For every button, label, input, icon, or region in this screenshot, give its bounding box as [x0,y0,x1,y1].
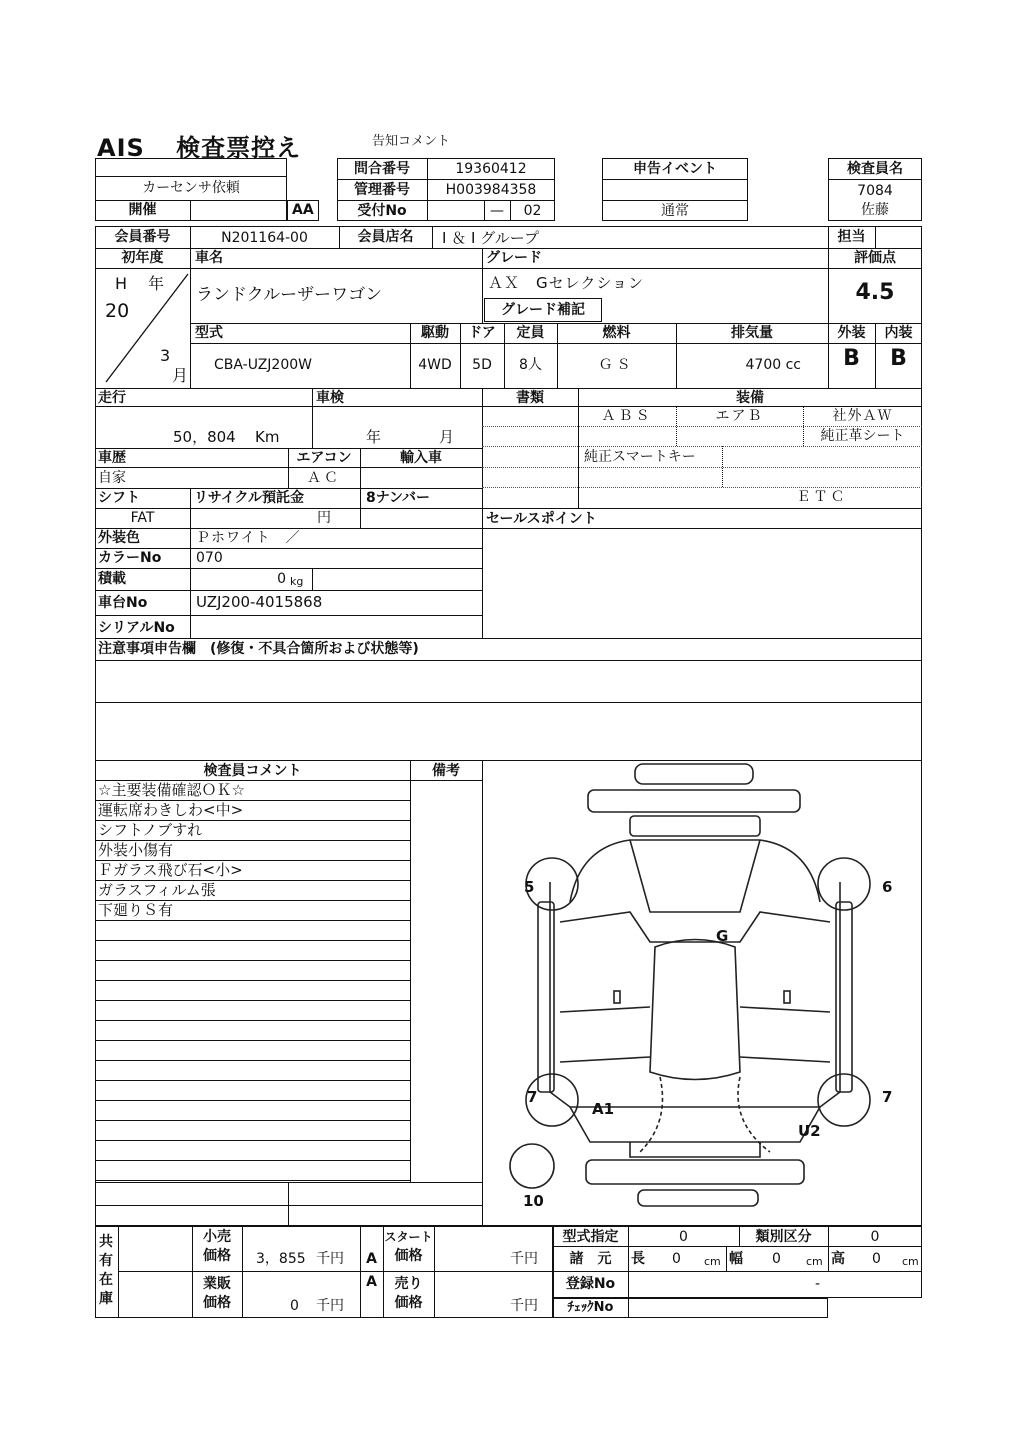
notes-label: 注意事項申告欄 (修復・不具合箇所および状態等) [98,641,419,657]
era: H [115,274,128,293]
grade-label: グレード [486,250,542,266]
first-year: 20 [105,300,130,322]
color-no-label: カラーNo [98,550,162,566]
manage-no-label: 管理番号 [354,182,410,198]
comment-line: ガラスフィルム張 [98,881,216,899]
capacity: 8人 [519,357,542,373]
reg-no: - [815,1276,821,1292]
start-unit: 千円 [510,1251,538,1267]
notice-label: 告知コメント [372,134,451,149]
height-label: 高 [831,1251,845,1267]
history: 自家 [98,470,126,486]
diagram-mark-a1: A1 [592,1100,615,1118]
year-unit: 年 [148,274,165,293]
eight-number-label: 8ナンバー [366,490,431,506]
comment-rule [95,1160,410,1161]
aircon: ＡＣ [307,470,341,486]
model: CBA-UZJ200W [214,357,312,373]
car-name-label: 車名 [195,250,223,266]
door: 5D [472,357,492,373]
comment-rule [95,1100,410,1101]
comment-line: ☆主要装備確認ＯＫ☆ [98,781,245,799]
trade-label-2: 価格 [203,1295,231,1311]
serial-label: シリアルNo [98,620,175,636]
width: 0 [772,1251,781,1267]
reg-no-label: 登録No [565,1276,616,1292]
sell-label-2: 価格 [394,1295,423,1311]
model-label: 型式 [195,325,223,341]
score: 4.5 [855,280,895,305]
chassis-no: UZJ200-4015868 [196,593,323,611]
grade: ＡＸ Gセレクション [488,274,645,292]
import-label: 輸入車 [400,450,442,466]
displacement: 4700 cc [745,357,801,373]
aa-label: AA [292,202,314,218]
fuel-label: 燃料 [602,325,631,341]
inquiry-no: 19360412 [455,161,527,177]
sales-point-label: セールスポイント [486,511,597,527]
first-year-label: 初年度 [121,250,164,266]
title-text: 検査票控え [176,134,302,162]
color-no: 070 [196,550,223,566]
drive-label: 駆動 [421,325,449,341]
diagram-mark-g: G [716,927,729,945]
equip-label: 装備 [736,390,764,406]
member-no: N201164-00 [221,230,308,246]
event-label: 申告イベント [633,161,717,177]
recycle-unit: 円 [317,510,331,526]
mileage: 50，804 [173,428,236,446]
equip-abs: ＡＢＳ [601,408,653,424]
comment-rule [95,1120,410,1121]
start-label-1: スタート [384,1230,433,1244]
car-damage-diagram [490,762,920,1222]
docs-label: 書類 [516,390,544,406]
length-label: 長 [631,1251,645,1267]
diagram-mark-7-left: 7 [527,1088,538,1106]
width-label: 幅 [729,1251,743,1267]
mileage-label: 走行 [98,390,126,406]
month-unit: 月 [172,366,189,385]
height: 0 [872,1251,881,1267]
retail-unit: 千円 [316,1251,344,1267]
equip-etc: ＥＴＣ [796,489,848,505]
event-value: 通常 [661,203,689,219]
member-shop: I ＆ I グループ [442,229,539,247]
trade-label-1: 業販 [203,1276,231,1292]
comment-line: Ｆガラス飛び石<小> [98,861,243,879]
tanto-label: 担当 [837,229,866,245]
comment-line: 外装小傷有 [98,841,174,859]
retail-label-1: 小売 [203,1229,231,1245]
inquiry-no-label: 問合番号 [354,161,410,177]
equip-airbag: エアＢ [715,408,764,424]
diagram-mark-10: 10 [523,1192,544,1210]
dims-label: 諸 元 [569,1251,612,1267]
color: Ｐホワイト ／ [196,530,301,546]
member-shop-label: 会員店名 [357,229,414,245]
score-label: 評価点 [854,250,896,266]
reception-dash: — [490,203,504,219]
door-label: ドア [468,325,496,341]
length: 0 [672,1251,681,1267]
drive: 4WD [418,357,452,373]
width-unit: cm [806,1255,823,1268]
shaken-label: 車検 [316,390,344,406]
shaken-month-unit: 月 [439,428,455,446]
class-label: 類別区分 [755,1229,812,1245]
aircon-label: エアコン [296,450,352,466]
inspector-comment-label: 検査員コメント [203,763,302,779]
fuel: ＧＳ [598,357,635,373]
comment-rule [95,960,410,961]
color-label: 外装色 [98,530,140,546]
grade-supp-label: グレード補記 [501,302,585,318]
remarks-label: 備考 [432,763,460,779]
comment-rule [95,1040,410,1041]
shift: FAT [130,510,155,526]
kaisai-label: 開催 [128,202,157,218]
shared-stock-2: 有 [99,1253,113,1269]
chassis-label: 車台No [98,595,148,611]
exterior-grade: B [843,346,860,371]
comment-rule [95,1080,410,1081]
class-value: 0 [870,1229,880,1245]
diagram-mark-5: 5 [524,878,535,896]
inspector-label: 検査員名 [847,161,903,177]
first-month: 3 [160,346,171,365]
inspector-name: 佐藤 [861,202,889,218]
displacement-label: 排気量 [731,325,773,341]
height-unit: cm [902,1255,919,1268]
comment-rule [95,980,410,981]
reception-no-label: 受付No [357,203,407,219]
load: 0 [277,571,286,587]
reception-no: 02 [523,203,542,219]
load-unit: kg [290,575,304,588]
comment-rule [95,1000,410,1001]
comment-rule [95,1020,410,1021]
shared-stock-3: 在 [99,1272,113,1288]
equip-leather-seat: 純正革シート [820,428,905,444]
brand-text: AIS [97,134,145,162]
comment-rule [95,940,410,941]
retail-price: 3，855 [256,1251,306,1267]
shared-stock-4: 庫 [99,1291,113,1307]
length-unit: cm [704,1255,721,1268]
trade-unit: 千円 [316,1298,344,1314]
comment-line: シフトノブすれ [98,821,203,839]
type-spec-label: 型式指定 [562,1229,619,1245]
diagram-mark-7-right: 7 [882,1088,893,1106]
manage-no: H003984358 [445,182,537,198]
shift-label: シフト [98,490,140,506]
equip-alloy-wheel: 社外ＡＷ [832,408,893,424]
start-label-2: 価格 [394,1248,423,1264]
shared-stock-1: 共 [99,1234,113,1250]
comment-rule [95,1060,410,1061]
comment-rule [95,920,410,921]
aa-letter-1: A [366,1251,377,1267]
member-no-label: 会員番号 [114,229,171,245]
interior-grade: B [890,346,907,371]
sell-label-1: 売り [394,1276,423,1292]
mileage-unit: Km [255,428,280,446]
comment-line: 運転席わきしわ<中> [98,801,244,819]
sell-unit: 千円 [510,1298,538,1314]
equip-smart-key: 純正スマートキー [584,449,696,465]
interior-label: 内装 [884,325,913,341]
trade-price: 0 [290,1298,299,1314]
shaken-year-unit: 年 [366,428,382,446]
aa-letter-2: A [366,1274,377,1290]
year-diagonal [100,270,190,386]
request-label: カーセンサ依頼 [142,180,240,196]
comment-line: 下廻りＳ有 [98,901,174,919]
load-label: 積載 [98,571,126,587]
diagram-mark-6: 6 [882,878,893,896]
history-label: 車歴 [98,450,126,466]
exterior-label: 外装 [837,325,866,341]
car-name: ランドクルーザーワゴン [196,285,383,305]
comment-rule [95,1180,410,1181]
capacity-label: 定員 [516,325,545,341]
recycle-label: リサイクル預託金 [194,490,305,506]
type-spec: 0 [679,1229,688,1245]
comment-rule [95,1140,410,1141]
retail-label-2: 価格 [203,1248,231,1264]
diagram-mark-u2: U2 [798,1122,821,1140]
inspector-id: 7084 [857,183,893,199]
check-no-label: ﾁｪｯｸNo [567,1300,614,1315]
